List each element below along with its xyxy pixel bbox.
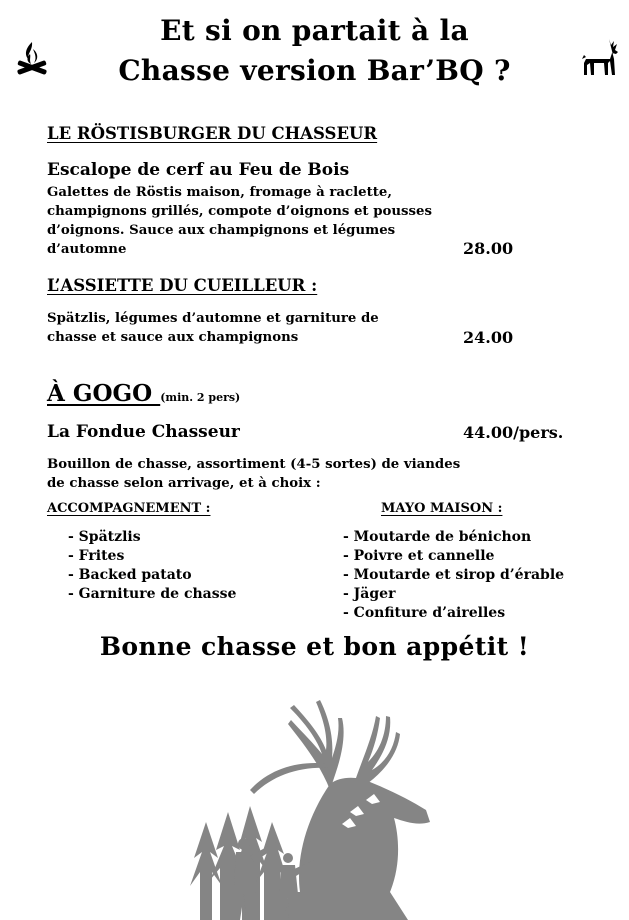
stag-hunters-illustration: [180, 672, 470, 920]
list-item: - Garniture de chasse: [68, 586, 237, 602]
list-item: - Frites: [68, 548, 125, 564]
mayo-heading: MAYO MAISON :: [381, 501, 503, 516]
desc-line: Galettes de Röstis maison, fromage à raclette,: [47, 185, 392, 200]
dish-description-cueilleur: [47, 309, 467, 347]
list-item: - Confiture d’airelles: [343, 605, 506, 621]
desc-line: d’automne: [47, 242, 127, 257]
gogo-heading-text: À GOGO: [47, 380, 161, 407]
section-heading-gogo: [47, 380, 240, 407]
gogo-min-note: (min. 2 pers): [160, 391, 241, 404]
title-line-1: Et si on partait à la: [160, 14, 469, 47]
list-item: - Moutarde et sirop d’érable: [343, 567, 565, 583]
dish-description-fondue: [47, 455, 587, 493]
list-item: - Moutarde de bénichon: [343, 529, 532, 545]
section-heading-rostisburger: LE RÖSTISBURGER DU CHASSEUR: [47, 124, 378, 143]
accompagnement-heading: ACCOMPAGNEMENT :: [47, 501, 211, 516]
desc-line: de chasse selon arrivage, et à choix :: [47, 476, 321, 491]
desc-line: Bouillon de chasse, assortiment (4-5 sortes) de viandes: [47, 457, 461, 472]
dish-name-escalope: Escalope de cerf au Feu de Bois: [47, 160, 350, 180]
list-item: - Backed patato: [68, 567, 192, 583]
price-rostisburger: 28.00: [463, 239, 514, 258]
list-item: - Spätzlis: [68, 529, 141, 545]
desc-line: chasse et sauce aux champignons: [47, 330, 299, 345]
closing-message: Bonne chasse et bon appétit !: [99, 632, 530, 661]
list-item: - Poivre et cannelle: [343, 548, 495, 564]
accompagnement-list: [68, 528, 236, 604]
mayo-list: [343, 528, 564, 623]
dish-name-fondue: La Fondue Chasseur: [47, 422, 240, 442]
price-fondue: 44.00/pers.: [463, 423, 564, 442]
title-line-2: Chasse version Bar’BQ ?: [118, 54, 511, 87]
price-cueilleur: 24.00: [463, 328, 514, 347]
section-heading-cueilleur: L’ASSIETTE DU CUEILLEUR :: [47, 276, 318, 295]
desc-line: Spätzlis, légumes d’automne et garniture de: [47, 311, 379, 326]
list-item: - Jäger: [343, 586, 396, 602]
desc-line: champignons grillés, compote d’oignons et pousses: [47, 204, 432, 219]
deer-icon: [578, 35, 622, 77]
desc-line: d’oignons. Sauce aux champignons et légumes: [47, 223, 396, 238]
